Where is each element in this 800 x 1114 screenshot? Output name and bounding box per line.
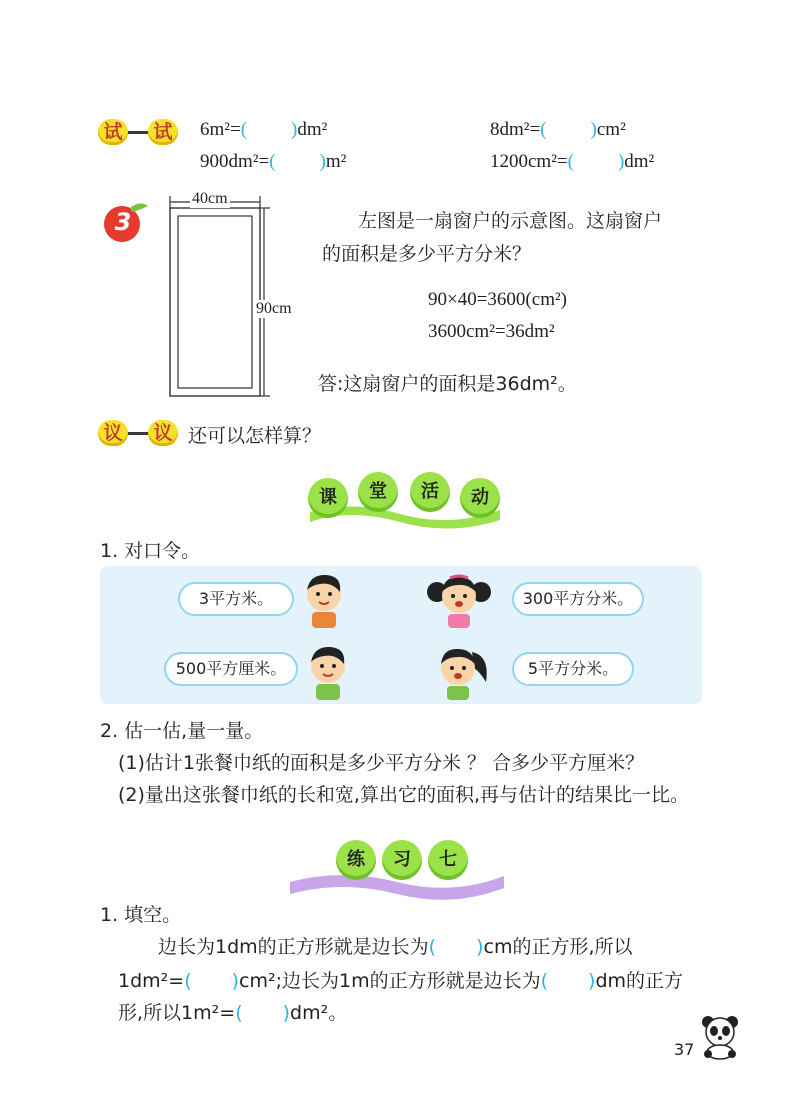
try-item-2: 8dm²=( )cm² (490, 119, 626, 140)
boy-2-icon (304, 642, 352, 702)
window-diagram (160, 192, 310, 402)
girl-1-icon (424, 570, 494, 630)
try-item-4: 1200cm²=( )dm² (490, 151, 655, 172)
activity-title-char-4: 动 (471, 487, 489, 508)
height-label: 90cm (256, 300, 292, 317)
try-badge (98, 117, 178, 147)
speech-bubble-2: 300平方分米。 (512, 582, 644, 616)
discuss-badge-dash (128, 432, 148, 435)
example-question-line1: 左图是一扇窗户的示意图。这扇窗户 (358, 210, 663, 232)
girl-2-icon (428, 642, 492, 702)
speech-bubble-4: 5平方分米。 (512, 652, 634, 686)
exercise-line-1: 边长为1dm的正方形就是边长为( )cm的正方形,所以 (158, 936, 633, 958)
activity-title-char-3: 活 (421, 481, 439, 502)
example-answer: 答:这扇窗户的面积是36dm²。 (318, 373, 577, 395)
activity-title-char-2: 堂 (369, 481, 387, 502)
discuss-badge-char-3: 议 (148, 420, 178, 446)
page-number: 37 (674, 1040, 695, 1059)
exercise-title-char-3: 七 (439, 849, 457, 870)
try-item-3: 900dm²=( )m² (200, 151, 347, 172)
activity-question-2a: (1)估计1张餐巾纸的面积是多少平方分米 ？ 合多少平方厘米？ (118, 752, 645, 774)
boy-1-icon (300, 570, 348, 630)
example-number-badge (100, 198, 146, 244)
try-item-1: 6m²=( )dm² (200, 119, 328, 140)
activity-question-1: 1. 对口令。 (100, 540, 201, 562)
exercise-title-char-1: 练 (347, 849, 365, 870)
example-calc-1: 90×40=3600(cm²) (428, 289, 567, 310)
discuss-badge-char-1: 议 (98, 420, 128, 446)
activity-question-2: 2. 估一估,量一量。 (100, 720, 264, 742)
exercise-line-2: 1dm²=( )cm²;边长为1m的正方形就是边长为( )dm的正方 (118, 970, 684, 992)
activity-question-2b: (2)量出这张餐巾纸的长和宽,算出它的面积,再与估计的结果比一比。 (118, 784, 689, 806)
panda-icon (698, 1012, 744, 1060)
activity-title-char-1: 课 (319, 487, 337, 508)
exercise-title-char-2: 习 (393, 849, 411, 870)
example-number: 3 (114, 208, 132, 236)
width-label: 40cm (192, 190, 228, 207)
example-question-line2: 的面积是多少平方分米？ (322, 243, 532, 265)
discuss-badge (98, 418, 178, 448)
discuss-text: 还可以怎样算？ (188, 425, 322, 447)
speech-bubble-3: 500平方厘米。 (164, 652, 298, 686)
exercise-line-3: 形,所以1m²=( )dm²。 (118, 1002, 348, 1024)
speech-bubble-1: 3平方米。 (178, 582, 294, 616)
try-badge-char-1: 试 (98, 119, 128, 145)
try-badge-dash (128, 131, 148, 134)
try-badge-char-3: 试 (148, 119, 178, 145)
exercise-question-1: 1. 填空。 (100, 904, 182, 926)
example-calc-2: 3600cm²=36dm² (428, 321, 555, 342)
